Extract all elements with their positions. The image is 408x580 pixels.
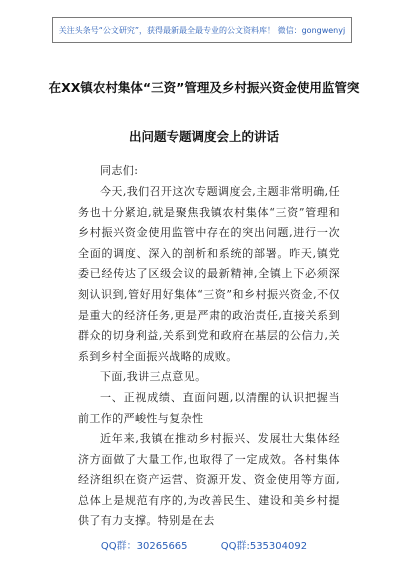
body-paragraph-outline: 下面,我讲三点意见。 [100,370,207,383]
footer-contact [0,537,408,552]
footer-qq-group-2: QQ群:535304092 [220,541,308,552]
section-heading-1: 一、正视成绩、直面问题,以清醒的认识把握当前工作的严峻性与复杂性 [78,391,340,425]
body-paragraph-achievements: 近年来,我镇在推动乡村振兴、发展壮大集体经济方面做了大量工作,也取得了一定成效。各村集体经济组织在资产运营、资源开发、资金使用等方面,总体上是规范有序的,为改善民生、建设和美乡村提供了有力支撑。特别是在去 [78,432,340,528]
document-title-line-2: 出问题专题调度会上的讲话 [128,129,279,144]
document-title-line-1: 在XX镇农村集体“三资”管理及乡村振兴资金使用监管突 [48,80,360,95]
header-notice: 关注头条号“公文研究”，获得最新最全最专业的公文资料库！ 微信：gongwenyj [58,25,346,35]
body-paragraph-intro: 今天,我们召开这次专题调度会,主题非常明确,任务也十分紧迫,就是聚焦我镇农村集体“三资”管理和乡村振兴资金使用监管中存在的突出问题,进行一次全面的调度、深入的剖析和系统的部署。昨天,镇党委已经传达了区级会议的最新精神,全镇上下必须深刻认识到,管好用好集体“三资”和乡村振兴资金,不仅是重大的经济任务,更是严肃的政治责任,直接关系到群众的切身利益,关系到党和政府在基层的公信力,关系到乡村全面振兴战略的成败。 [78,185,340,363]
footer-qq-group-1: QQ群：30265665 [100,541,188,552]
header-notice-box [52,17,352,43]
salutation: 同志们: [100,164,139,177]
